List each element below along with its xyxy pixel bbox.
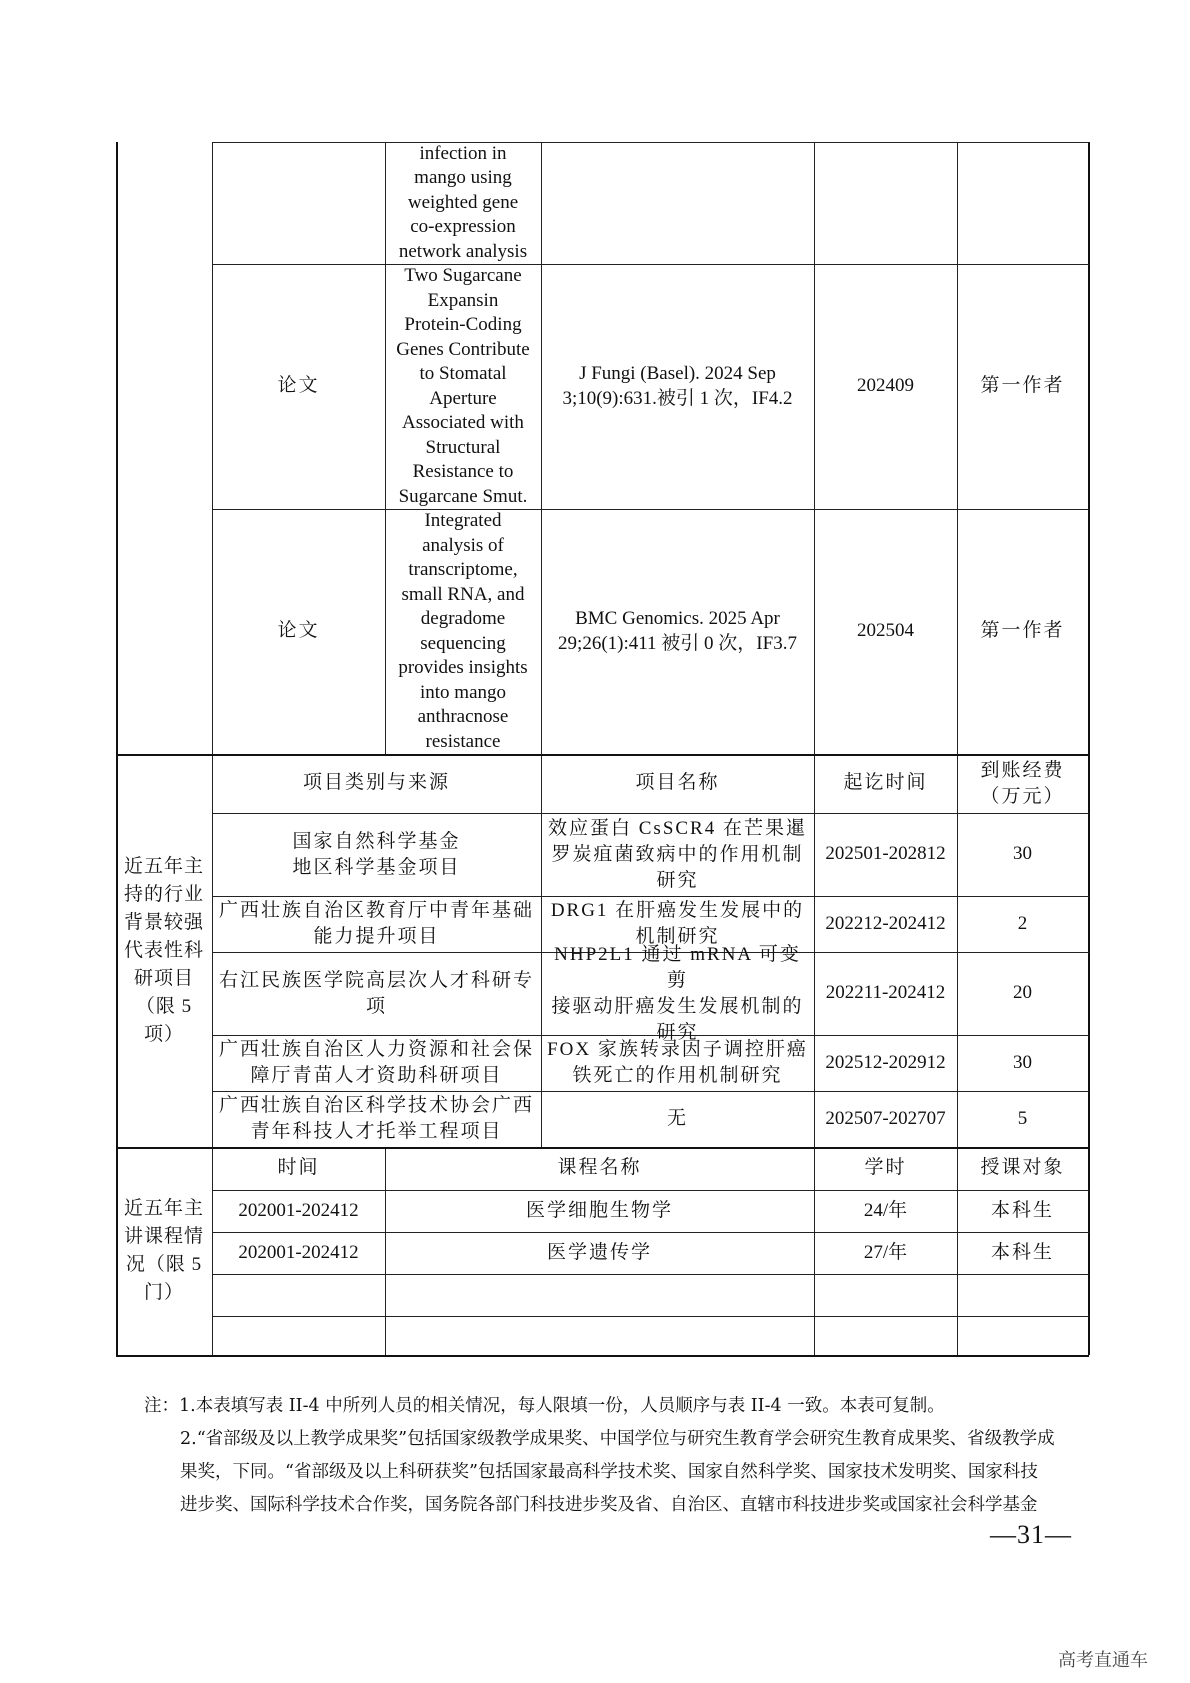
project-funding: 5 [1017, 1107, 1028, 1129]
course-time: 202001-202412 [238, 1241, 359, 1263]
course-hours [814, 1316, 957, 1355]
project-funding: 30 [1013, 843, 1032, 865]
projects-header-name: 项目名称 [635, 772, 720, 794]
paper-journal: J Fungi (Basel). 2024 Sep 3;10(9):631.被引 1 次，IF4.2 [562, 363, 793, 409]
paper-type: 论文 [277, 620, 320, 642]
projects-header-funding: 到账经费 （万元） [980, 759, 1065, 807]
course-hours: 24/年 [863, 1199, 908, 1221]
course-name: 医学细胞生物学 [525, 1199, 673, 1221]
courses-section-label: 近五年主 讲课程情 况（限 5 门） [123, 1198, 204, 1303]
table-border-right [1088, 142, 1090, 1355]
project-funding: 20 [1013, 982, 1032, 1004]
paper-type: 论文 [277, 375, 320, 397]
project-category: 国家自然科学基金 地区科学基金项目 [292, 830, 461, 878]
paper-title: Two Sugarcane Expansin Protein-Coding Genes Contribute to Stomatal Aperture Associated with Structural Resistance to Sugarcane Smut. [396, 265, 530, 507]
course-hours [814, 1274, 957, 1316]
courses-header-audience: 授课对象 [980, 1157, 1065, 1179]
projects-section-label: 近五年主 持的行业 背景较强 代表性科 研项目 （限 5 项） [123, 855, 204, 1045]
project-period: 202212-202412 [825, 912, 946, 934]
project-category: 广西壮族自治区科学技术协会广西 青年科技人才托举工程项目 [218, 1095, 534, 1142]
paper-title: infection in mango using weighted gene co-expression network analysis [398, 142, 528, 262]
course-name: 医学遗传学 [546, 1241, 652, 1263]
project-period: 202512-202912 [825, 1051, 946, 1073]
courses-header-time: 时间 [277, 1157, 320, 1179]
table-border-bottom [116, 1355, 1089, 1357]
project-funding: 2 [1017, 912, 1028, 934]
project-funding: 30 [1013, 1051, 1032, 1073]
page-number: —31— [990, 1520, 1072, 1549]
paper-title: Integrated analysis of transcriptome, small RNA, and degradome sequencing provides insights into mango anthracnose resistance [398, 510, 528, 752]
course-time [212, 1316, 385, 1355]
project-name: NHP2L1 通过 mRNA 可变剪 接驱动肝癌发生发展机制的 研究 [551, 943, 804, 1043]
project-period: 202211-202412 [825, 982, 946, 1004]
watermark: 高考直通车 [1058, 1650, 1148, 1671]
projects-header-category: 项目类别与来源 [302, 772, 450, 794]
course-time: 202001-202412 [238, 1199, 359, 1221]
paper-role: 第一作者 [980, 375, 1065, 397]
project-name: DRG1 在肝癌发生发展中的 机制研究 [550, 900, 805, 947]
project-name: FOX 家族转录因子调控肝癌 铁死亡的作用机制研究 [547, 1039, 808, 1086]
course-name [385, 1316, 814, 1355]
course-audience: 本科生 [990, 1199, 1054, 1221]
courses-header-hours: 学时 [864, 1157, 907, 1179]
project-category: 广西壮族自治区人力资源和社会保 障厅青苗人才资助科研项目 [218, 1039, 534, 1086]
paper-date: 202504 [857, 620, 914, 642]
course-audience: 本科生 [990, 1241, 1054, 1263]
grid-line [212, 142, 1089, 143]
project-category: 广西壮族自治区教育厅中青年基础 能力提升项目 [218, 900, 534, 947]
courses-header-name: 课程名称 [557, 1157, 642, 1179]
project-category: 右江民族医学院高层次人才科研专 项 [218, 969, 534, 1017]
course-time [212, 1274, 385, 1316]
paper-role: 第一作者 [980, 620, 1065, 642]
paper-journal: BMC Genomics. 2025 Apr 29;26(1):411 被引 0 次，IF3.7 [558, 608, 797, 654]
footnote-line: 注：1.本表填写表 II-4 中所列人员的相关情况，每人限填一份，人员顺序与表 II-4 一致。本表可复制。 [144, 1396, 945, 1416]
projects-header-period: 起讫时间 [843, 772, 928, 794]
project-name: 效应蛋白 CsSCR4 在芒果暹 罗炭疽菌致病中的作用机制 研究 [548, 817, 807, 891]
footnote-line: 2.“省部级及以上教学成果奖”包括国家级教学成果奖、中国学位与研究生教育学会研究生教育成果奖、省级教学成 [180, 1429, 1055, 1449]
course-name [385, 1274, 814, 1316]
project-period: 202507-202707 [825, 1107, 946, 1129]
project-name: 无 [666, 1107, 688, 1129]
footnote-line: 果奖，下同。“省部级及以上科研获奖”包括国家最高科学技术奖、国家自然科学奖、国家技术发明奖、国家科技 [180, 1462, 1038, 1482]
course-hours: 27/年 [863, 1241, 908, 1263]
footnote-line: 进步奖、国际科学技术合作奖，国务院各部门科技进步奖及省、自治区、直辖市科技进步奖或国家社会科学基金 [180, 1495, 1038, 1515]
course-audience [957, 1274, 1088, 1316]
paper-date: 202409 [857, 375, 914, 397]
project-period: 202501-202812 [825, 843, 946, 865]
course-audience [957, 1316, 1088, 1355]
